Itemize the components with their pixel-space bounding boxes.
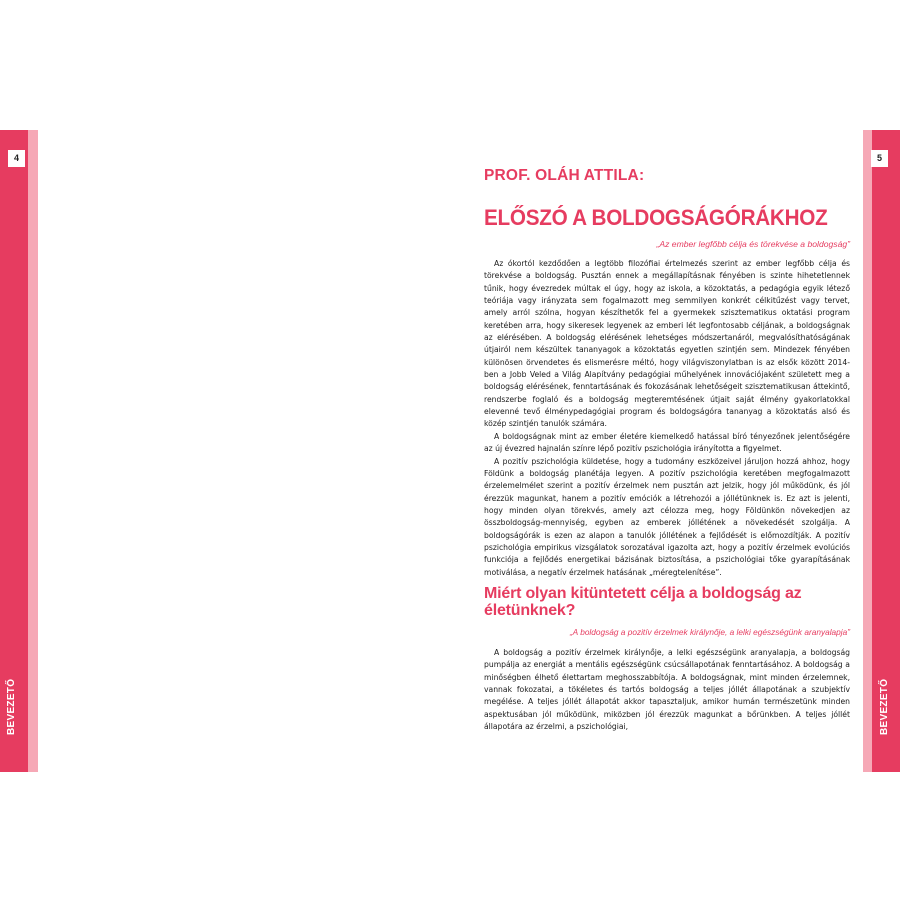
section-heading: Miért olyan kitüntetett célja a boldogság az életünknek?	[484, 584, 802, 619]
page-number-right: 5	[871, 150, 888, 167]
section-body-text	[484, 647, 850, 733]
section-label-left: BEVEZETŐ	[6, 678, 17, 735]
paragraph: Az ókortól kezdődően a legtöbb filozófiai értelmezés szerint az ember legfőbb célja és törekvése a boldogság. Pusztán ennek a megállapításnak fényében is szinte hihetetlennek tűnik, hogy évezredek múltak el úgy, hogy az iskola, a közoktatás, a pedagógia egyik létező teóriája vagy irányzata sem fogalmazott meg semmilyen konkrét célkitűzést vagy tervet, amely arról szólna, hogyan készíthetők fel a gyermekek szisztematikus oktatási program keretében arra, hogy sikeresek legyenek az emberi lét legfontosabb céljának, a boldogságnak az elérésében. A boldogság elérésének lehetséges módszertanáról, megvalósíthatóságának útjairól nem készültek tananyagok a közoktatás egyetlen szintjén sem. Mindezek fényében különösen örvendetes és elismerésre méltó, hogy világviszonylatban is az elsők között 2014-ben a Jobb Veled a Világ Alapítvány pedagógiai műhelyének innovációjaként született meg a boldogság elérésének, fenntartásának és fokozásának lehetőségeit szisztematikusan áttekintő, rendszerbe foglaló és a boldogság megteremtésének útjait saját élmény gyakorlatokkal elevenné tevő élménypedagógiai program és boldogságóra tananyag a közoktatás alsó és közép szintjén tanulók számára.	[484, 259, 850, 429]
page-title: ELŐSZÓ A BOLDOGSÁGÓRÁKHOZ	[484, 205, 828, 230]
paragraph: A pozitív pszichológia küldetése, hogy a tudomány eszközeivel járuljon hozzá ahhoz, hogy Földünk a boldogság planétája legyen. A pozitív pszichológia keretében megfogalmazott érzelemelmélet szerint a pozitív érzelmek nem pusztán azt jelzik, hogy jól működünk, és jól érezzük magunkat, hanem a pozitív emóciók a létrehozói a jóllétünknek is. Ez azt is jelenti, hogy minden olyan törekvés, amely azt célozza meg, hogy Földünkön növekedjen az összboldogság-mennyiség, egyben az emberek jóllétének a növekedését szolgálja. A boldogságórák is ezen az alapon a tanulók jóllétének a fejlődését is előmozdítják. A pozitív pszichológia empirikus vizsgálatok sorozatával igazolta azt, hogy a pozitív érzelmek evolúciós funkciója a fejlődés energetikai bázisának biztosítása, a pszichológiai tőke gyarapításának motiválása, a negatív érzelmek hatásának „méregtelenítése”.	[484, 456, 850, 577]
page-content	[484, 160, 850, 733]
left-page-edge-tab	[0, 130, 28, 772]
paragraph: A boldogság a pozitív érzelmek királynője, a lelki egészségünk aranyalapja, a boldogság pumpálja az energiát a mentális egészségünk csúcsállapotának fenntartásához. A boldogság a minőségben élhető élettartam meghosszabbítója. A boldogságnak, mint minden érzelemnek, vannak fokozatai, a tökéletes és tartós boldogság a teljes jóllét állapotának a szubjektív megélése. A teljes jóllét állapotát akkor tapasztaljuk, amikor humán természetünk minden aspektusában jól működünk, miközben jól érezzük magunkat a bőrünkben. A teljes jóllét állapotára az érzelmi, a pszichológiai,	[484, 647, 850, 731]
section-label-right: BEVEZETŐ	[879, 678, 890, 735]
page-number-left: 4	[8, 150, 25, 167]
paragraph: A boldogságnak mint az ember életére kiemelkedő hatással bíró tényezőnek jelentőségére az új évezred hajnalán színre lépő pozitív pszichológia irányította a figyelmet.	[484, 431, 850, 454]
right-page-edge-tab	[872, 130, 900, 772]
right-page-edge-light	[863, 130, 872, 772]
section-epigraph: „A boldogság a pozitív érzelmek királynője, a lelki egészségünk aranyalapja”	[569, 626, 850, 637]
epigraph: „Az ember legfőbb célja és törekvése a boldogság”	[656, 239, 850, 249]
body-text	[484, 258, 850, 579]
author-heading: PROF. OLÁH ATTILA:	[484, 167, 645, 184]
left-page-edge-light	[28, 130, 38, 772]
